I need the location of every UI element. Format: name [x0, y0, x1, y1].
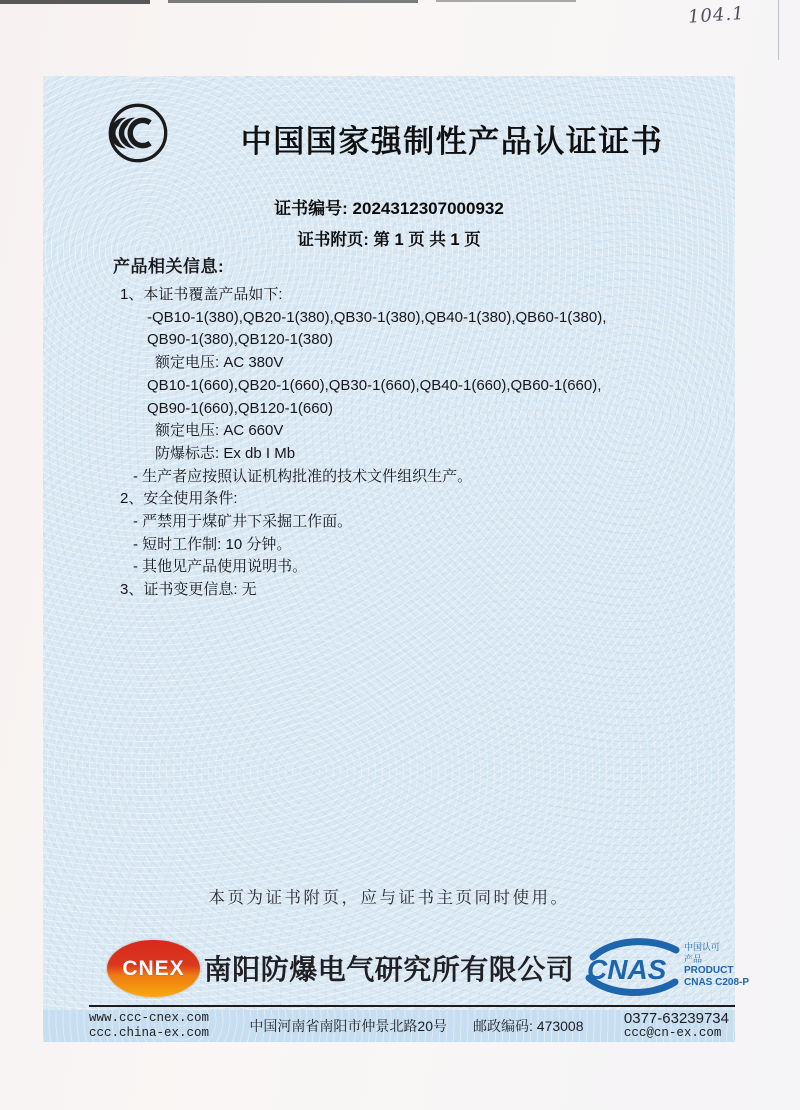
footer-phone-email [624, 1011, 729, 1041]
content-line: QB90-1(380),QB120-1(380) [147, 331, 333, 349]
footer-phone: 0377-63239734 [623, 1010, 729, 1027]
section-heading: 产品相关信息: [113, 257, 225, 276]
page-title: 中国国家强制性产品认证证书 [240, 124, 664, 159]
cnas-caption-line4: CNAS C208-P [684, 976, 750, 988]
cnas-logo-text: CNAS [587, 954, 667, 985]
attachment-note: 本页为证书附页，应与证书主页同时使用。 [208, 889, 570, 907]
footer-postcode: 邮政编码: 473008 [473, 1018, 584, 1034]
content-line: QB90-1(660),QB120-1(660) [147, 399, 333, 417]
product-info-section [113, 252, 699, 602]
footer-address-text: 中国河南省南阳市仲景北路20号 [249, 1018, 447, 1034]
scan-artifact-top-right [436, 0, 576, 2]
content-line: 额定电压: AC 660V [155, 422, 284, 440]
content-line: - 短时工作制: 10 分钟。 [133, 535, 292, 553]
content-line: -QB10-1(380),QB20-1(380),QB30-1(380),QB40-1(380),QB60-1(380), [147, 308, 607, 326]
content-line: - 严禁用于煤矿井下采掘工作面。 [133, 513, 353, 531]
scan-artifact-top-left [0, 0, 150, 4]
scan-artifact-right-edge [778, 0, 779, 60]
content-line: 防爆标志: Ex db I Mb [155, 444, 296, 462]
cnas-caption-line1: 中国认可 [684, 942, 721, 952]
cnas-logo-icon [585, 936, 750, 1000]
content-line: - 生产者应按照认证机构批准的技术文件组织生产。 [133, 467, 473, 485]
content-lines [113, 284, 699, 602]
scan-artifact-top-middle [168, 0, 418, 3]
handwritten-mark: 104.1 [687, 2, 746, 28]
ccc-mark-icon [107, 102, 169, 164]
cnex-logo-text: CNEX [122, 956, 185, 980]
footer-address [209, 1016, 624, 1036]
footer-website-1: www.ccc-cnex.com [89, 1011, 210, 1025]
footer-website-2: ccc.china-ex.com [89, 1026, 210, 1040]
footer-contact-bar [43, 1010, 735, 1042]
company-name: 南阳防爆电气研究所有限公司 [203, 954, 575, 985]
attachment-page-number: 证书附页: 第 1 页 共 1 页 [297, 231, 481, 249]
content-line: - 其他见产品使用说明书。 [133, 558, 308, 576]
cnas-caption-line3: PRODUCT [684, 965, 734, 976]
cnas-caption-line2: 产品 [684, 953, 703, 964]
content-line: QB10-1(660),QB20-1(660),QB30-1(660),QB40-1(660),QB60-1(660), [147, 376, 602, 394]
content-line: 1、本证书覆盖产品如下: [120, 286, 283, 303]
cnas-caption [684, 942, 749, 988]
certificate-number: 证书编号: 2024312307000932 [274, 199, 504, 218]
footer-websites [89, 1011, 209, 1041]
certificate-page [43, 76, 750, 1042]
content-line: 3、证书变更信息: 无 [120, 581, 257, 599]
footer-divider [89, 1005, 735, 1007]
content-line: 额定电压: AC 380V [155, 354, 284, 372]
content-line: 2、安全使用条件: [120, 490, 238, 508]
footer-email: ccc@cn-ex.com [623, 1026, 722, 1040]
